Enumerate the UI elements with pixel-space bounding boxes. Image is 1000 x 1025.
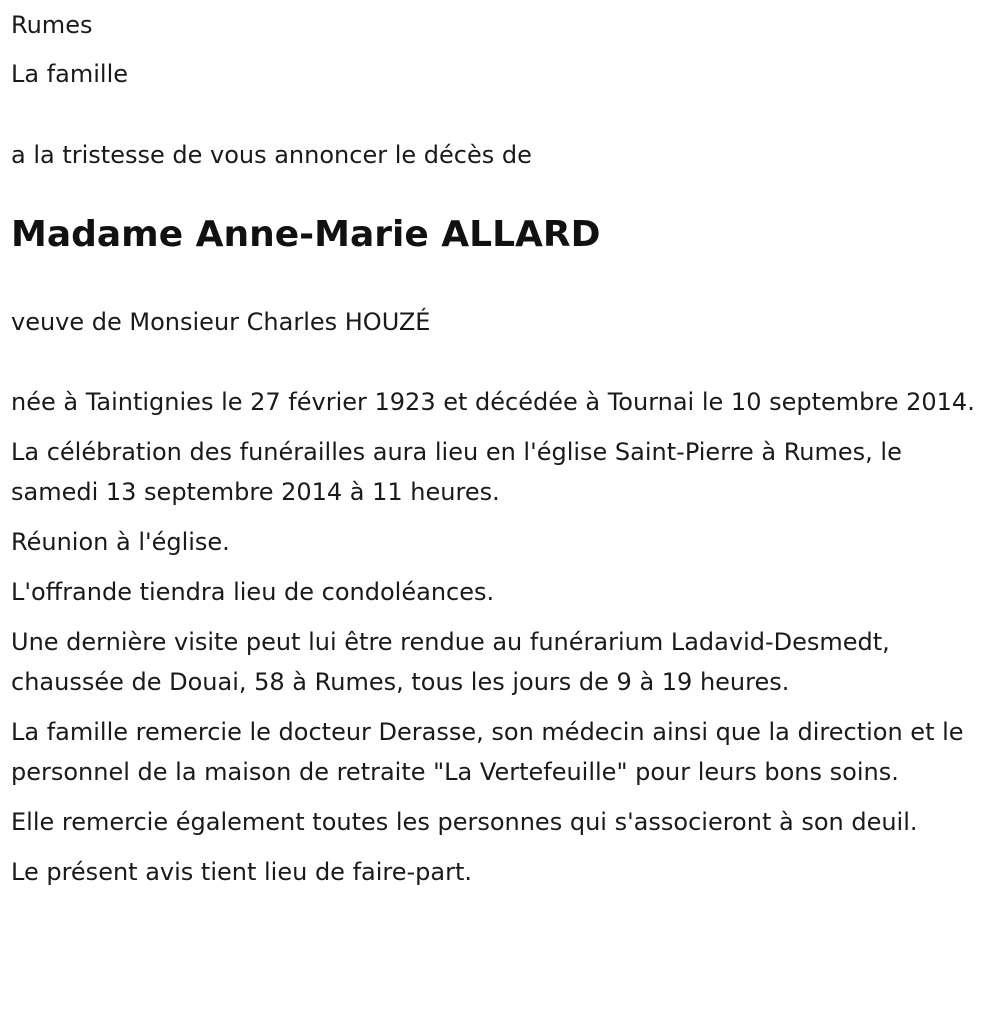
closing-paragraph: Le présent avis tient lieu de faire-part. bbox=[11, 858, 473, 886]
announcement-text: a la tristesse de vous annoncer le décès de bbox=[11, 141, 532, 169]
deceased-name: Madame Anne-Marie ALLARD bbox=[11, 214, 601, 255]
visit-paragraph: Une dernière visite peut lui être rendue au funérarium Ladavid-Desmedt, chaussée de Douai, 58 à Rumes, tous les jours de 9 à 19 heures. bbox=[11, 628, 890, 696]
notice-body bbox=[11, 382, 991, 892]
meeting-paragraph: Réunion à l'église. bbox=[11, 528, 230, 556]
acknowledgement-paragraph: Elle remercie également toutes les personnes qui s'associeront à son deuil. bbox=[11, 808, 918, 836]
offering-paragraph: L'offrande tiendra lieu de condoléances. bbox=[11, 578, 495, 606]
birth-death-paragraph: née à Taintignies le 27 février 1923 et décédée à Tournai le 10 septembre 2014. bbox=[11, 388, 975, 416]
thanks-paragraph: La famille remercie le docteur Derasse, son médecin ainsi que la direction et le personnel de la maison de retraite "La Vertefeuille" pour leurs bons soins. bbox=[11, 718, 964, 786]
family-text: La famille bbox=[11, 60, 129, 88]
funeral-paragraph: La célébration des funérailles aura lieu en l'église Saint-Pierre à Rumes, le samedi 13 septembre 2014 à 11 heures. bbox=[11, 438, 902, 506]
location-text: Rumes bbox=[11, 11, 93, 39]
widow-of-text: veuve de Monsieur Charles HOUZÉ bbox=[11, 308, 431, 336]
